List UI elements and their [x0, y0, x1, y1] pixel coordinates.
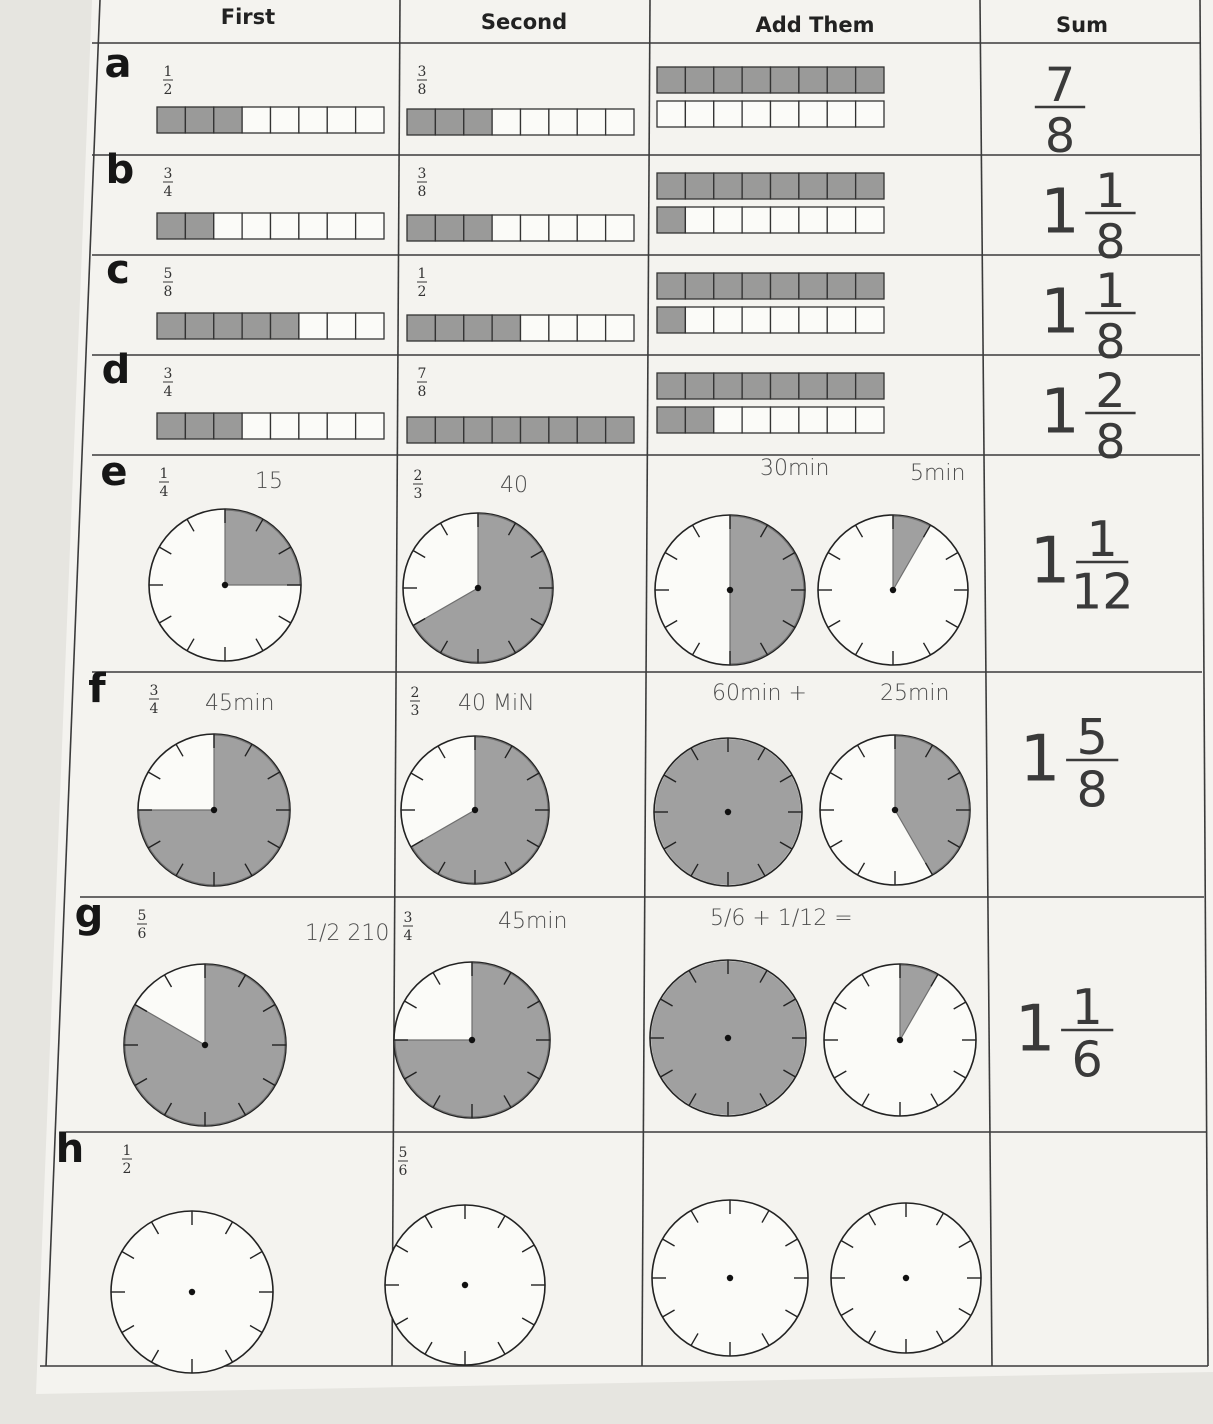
- add-bottom-bar: [657, 101, 884, 127]
- bar-cell: [549, 315, 577, 341]
- bar-cell: [606, 417, 634, 443]
- bar-cell: [685, 307, 713, 333]
- sum-denominator: 6: [1071, 1030, 1103, 1089]
- bar-cell: [157, 107, 185, 133]
- bar-cell: [657, 407, 685, 433]
- handwritten-note: 45min: [205, 691, 275, 716]
- row-letter: a: [104, 41, 132, 87]
- fraction-numerator: 1: [417, 266, 427, 282]
- bar-cell: [606, 215, 634, 241]
- bar-cell: [799, 101, 827, 127]
- bar-cell: [714, 173, 742, 199]
- bar-cell: [299, 107, 327, 133]
- add-top-bar: [657, 373, 884, 399]
- bar-cell: [242, 107, 270, 133]
- fraction-denominator: 8: [163, 284, 173, 300]
- bar-cell: [214, 413, 242, 439]
- fraction-denominator: 2: [163, 82, 173, 98]
- sum-numerator: 1: [1095, 164, 1126, 219]
- add-left-clock: [654, 738, 802, 886]
- sum-denominator: 12: [1070, 562, 1134, 621]
- fraction-denominator: 8: [417, 184, 427, 200]
- clock-center: [725, 1035, 731, 1041]
- row-letter: f: [88, 666, 106, 712]
- bar-cell: [356, 213, 384, 239]
- bar-cell: [577, 417, 605, 443]
- handwritten-note: 5/6 + 1/12 =: [710, 906, 853, 931]
- bar-cell: [771, 173, 799, 199]
- bar-cell: [742, 67, 770, 93]
- bar-cell: [742, 407, 770, 433]
- handwritten-note: 60min +: [712, 681, 807, 706]
- bar-cell: [464, 417, 492, 443]
- bar-cell: [299, 313, 327, 339]
- fraction-numerator: 5: [398, 1145, 408, 1161]
- bar-cell: [299, 213, 327, 239]
- bar-cell: [549, 417, 577, 443]
- bar-cell: [856, 373, 884, 399]
- bar-cell: [157, 413, 185, 439]
- clock-center: [903, 1275, 909, 1281]
- fraction-denominator: 8: [417, 384, 427, 400]
- add-right-clock: [824, 964, 976, 1116]
- bar-cell: [435, 417, 463, 443]
- fraction-numerator: 2: [410, 685, 420, 701]
- bar-cell: [242, 313, 270, 339]
- clock-center: [222, 582, 228, 588]
- bar-cell: [356, 313, 384, 339]
- bar-cell: [327, 313, 355, 339]
- sum-denominator: 8: [1044, 108, 1076, 164]
- fraction-denominator: 4: [149, 701, 159, 717]
- header-add-them: Add Them: [755, 13, 875, 37]
- fraction-numerator: 1: [122, 1143, 132, 1159]
- first-clock: [138, 734, 290, 886]
- header-sum: Sum: [1056, 13, 1108, 37]
- handwritten-note: 40: [500, 473, 528, 498]
- header-second: Second: [480, 10, 568, 34]
- bar-cell: [521, 417, 549, 443]
- bar-cell: [157, 213, 185, 239]
- bar-cell: [827, 373, 855, 399]
- row-letter: g: [74, 891, 104, 937]
- clock-center: [472, 807, 478, 813]
- bar-cell: [242, 213, 270, 239]
- bar-cell: [407, 315, 435, 341]
- sum-whole: 1: [1019, 722, 1061, 797]
- first-clock: [111, 1211, 273, 1373]
- bar-cell: [771, 307, 799, 333]
- bar-cell: [464, 315, 492, 341]
- fraction-numerator: 7: [417, 366, 427, 382]
- bar-cell: [856, 307, 884, 333]
- bar-cell: [492, 315, 520, 341]
- bar-cell: [657, 101, 685, 127]
- add-bottom-bar: [657, 407, 884, 433]
- bar-cell: [327, 213, 355, 239]
- bar-cell: [435, 315, 463, 341]
- bar-cell: [657, 307, 685, 333]
- add-left-clock: [655, 515, 805, 665]
- bar-cell: [327, 107, 355, 133]
- fraction-denominator: 2: [417, 284, 427, 300]
- row-letter: e: [100, 449, 128, 495]
- sum-numerator: 2: [1095, 364, 1126, 419]
- bar-cell: [856, 67, 884, 93]
- bar-cell: [492, 417, 520, 443]
- second-clock: [403, 513, 553, 663]
- add-right-clock: [820, 735, 970, 885]
- fraction-numerator: 3: [163, 366, 173, 382]
- fraction-denominator: 4: [163, 184, 173, 200]
- add-top-bar: [657, 173, 884, 199]
- sum-whole: 1: [1029, 524, 1071, 599]
- fraction-numerator: 3: [403, 910, 413, 926]
- bar-cell: [742, 173, 770, 199]
- bar-cell: [549, 215, 577, 241]
- bar-cell: [771, 101, 799, 127]
- sum-denominator: 8: [1095, 314, 1126, 370]
- bar-cell: [827, 407, 855, 433]
- first-clock: [124, 964, 286, 1126]
- first-fraction-bar: [157, 313, 384, 339]
- sum-denominator: 8: [1076, 760, 1108, 819]
- sum-numerator: 1: [1086, 510, 1118, 568]
- clock-center: [475, 585, 481, 591]
- bar-cell: [714, 207, 742, 233]
- sum-numerator: 1: [1095, 264, 1126, 319]
- sum-whole: 1: [1040, 175, 1080, 248]
- bar-cell: [771, 273, 799, 299]
- bar-cell: [742, 101, 770, 127]
- bar-cell: [827, 207, 855, 233]
- bar-cell: [407, 109, 435, 135]
- bar-cell: [356, 413, 384, 439]
- sum-whole: 1: [1040, 375, 1080, 448]
- clock-center: [892, 807, 898, 813]
- fraction-numerator: 3: [417, 64, 427, 80]
- fraction-numerator: 3: [163, 166, 173, 182]
- bar-cell: [714, 101, 742, 127]
- second-clock: [401, 736, 549, 884]
- clock-center: [727, 587, 733, 593]
- first-fraction-bar: [157, 213, 384, 239]
- row-letter: b: [105, 147, 135, 193]
- clock-center: [725, 809, 731, 815]
- fraction-numerator: 2: [413, 468, 423, 484]
- clock-center: [211, 807, 217, 813]
- bar-cell: [185, 313, 213, 339]
- bar-cell: [771, 373, 799, 399]
- bar-cell: [185, 413, 213, 439]
- fraction-numerator: 3: [417, 166, 427, 182]
- fraction-denominator: 3: [410, 703, 420, 719]
- handwritten-note: 5min: [910, 461, 966, 486]
- bar-cell: [827, 273, 855, 299]
- bar-cell: [685, 207, 713, 233]
- bar-cell: [685, 273, 713, 299]
- sum-whole: 1: [1014, 992, 1056, 1067]
- first-fraction-bar: [157, 107, 384, 133]
- bar-cell: [685, 67, 713, 93]
- first-clock: [149, 509, 301, 661]
- bar-cell: [685, 101, 713, 127]
- bar-cell: [606, 109, 634, 135]
- add-bottom-bar: [657, 207, 884, 233]
- second-fraction-bar: [407, 109, 634, 135]
- bar-cell: [464, 215, 492, 241]
- sum-numerator: 1: [1071, 978, 1103, 1036]
- bar-cell: [577, 315, 605, 341]
- bar-cell: [271, 213, 299, 239]
- bar-cell: [577, 109, 605, 135]
- bar-cell: [799, 207, 827, 233]
- second-clock: [394, 962, 550, 1118]
- add-top-bar: [657, 273, 884, 299]
- bar-cell: [714, 273, 742, 299]
- handwritten-note: 1/2 210: [305, 921, 390, 946]
- bar-cell: [771, 67, 799, 93]
- bar-cell: [685, 407, 713, 433]
- add-left-clock: [652, 1200, 808, 1356]
- bar-cell: [827, 67, 855, 93]
- bar-cell: [742, 207, 770, 233]
- bar-cell: [464, 109, 492, 135]
- add-top-bar: [657, 67, 884, 93]
- bar-cell: [856, 407, 884, 433]
- bar-cell: [827, 307, 855, 333]
- fraction-denominator: 6: [398, 1163, 408, 1179]
- bar-cell: [827, 101, 855, 127]
- second-fraction-bar: [407, 315, 634, 341]
- bar-cell: [606, 315, 634, 341]
- bar-cell: [157, 313, 185, 339]
- bar-cell: [657, 173, 685, 199]
- fraction-denominator: 3: [413, 486, 423, 502]
- add-right-clock: [818, 515, 968, 665]
- clock-center: [202, 1042, 208, 1048]
- handwritten-note: 40 MiN: [458, 691, 535, 716]
- bar-cell: [214, 213, 242, 239]
- bar-cell: [356, 107, 384, 133]
- bar-cell: [435, 215, 463, 241]
- bar-cell: [657, 67, 685, 93]
- sum-numerator: 5: [1076, 708, 1108, 766]
- clock-center: [462, 1282, 468, 1288]
- bar-cell: [407, 215, 435, 241]
- bar-cell: [856, 101, 884, 127]
- bar-cell: [799, 407, 827, 433]
- fraction-denominator: 4: [403, 928, 413, 944]
- bar-cell: [407, 417, 435, 443]
- bar-cell: [799, 173, 827, 199]
- second-fraction-bar: [407, 417, 634, 443]
- clock-center: [897, 1037, 903, 1043]
- bar-cell: [799, 307, 827, 333]
- bar-cell: [271, 313, 299, 339]
- row-letter: h: [55, 1126, 85, 1172]
- fraction-denominator: 4: [163, 384, 173, 400]
- sum-whole: 1: [1040, 275, 1080, 348]
- handwritten-note: 30min: [760, 456, 830, 481]
- bar-cell: [742, 307, 770, 333]
- bar-cell: [435, 109, 463, 135]
- add-bottom-bar: [657, 307, 884, 333]
- bar-cell: [799, 373, 827, 399]
- bar-cell: [714, 307, 742, 333]
- bar-cell: [549, 109, 577, 135]
- row-letter: c: [106, 247, 130, 293]
- bar-cell: [799, 273, 827, 299]
- bar-cell: [742, 373, 770, 399]
- bar-cell: [299, 413, 327, 439]
- sum-numerator: 7: [1044, 58, 1076, 113]
- handwritten-note: 15: [255, 469, 283, 494]
- bar-cell: [185, 213, 213, 239]
- bar-cell: [242, 413, 270, 439]
- header-first: First: [220, 5, 276, 29]
- bar-cell: [214, 313, 242, 339]
- add-left-clock: [650, 960, 806, 1116]
- bar-cell: [856, 273, 884, 299]
- fraction-denominator: 6: [137, 926, 147, 942]
- bar-cell: [492, 109, 520, 135]
- row-letter: d: [101, 347, 131, 393]
- bar-cell: [521, 315, 549, 341]
- clock-center: [189, 1289, 195, 1295]
- bar-cell: [521, 215, 549, 241]
- bar-cell: [657, 373, 685, 399]
- fraction-denominator: 8: [417, 82, 427, 98]
- sum-denominator: 8: [1095, 414, 1126, 470]
- bar-cell: [714, 373, 742, 399]
- bar-cell: [327, 413, 355, 439]
- bar-cell: [771, 407, 799, 433]
- handwritten-note: 45min: [498, 909, 568, 934]
- fraction-numerator: 1: [163, 64, 173, 80]
- bar-cell: [271, 413, 299, 439]
- bar-cell: [771, 207, 799, 233]
- clock-center: [727, 1275, 733, 1281]
- bar-cell: [827, 173, 855, 199]
- bar-cell: [714, 67, 742, 93]
- bar-cell: [742, 273, 770, 299]
- clock-center: [890, 587, 896, 593]
- bar-cell: [856, 173, 884, 199]
- bar-cell: [185, 107, 213, 133]
- bar-cell: [657, 207, 685, 233]
- bar-cell: [799, 67, 827, 93]
- bar-cell: [521, 109, 549, 135]
- bar-cell: [714, 407, 742, 433]
- fraction-denominator: 2: [122, 1161, 132, 1177]
- fraction-numerator: 1: [159, 466, 169, 482]
- clock-center: [469, 1037, 475, 1043]
- fraction-denominator: 4: [159, 484, 169, 500]
- bar-cell: [685, 373, 713, 399]
- bar-cell: [657, 273, 685, 299]
- first-fraction-bar: [157, 413, 384, 439]
- fraction-numerator: 5: [137, 908, 147, 924]
- second-fraction-bar: [407, 215, 634, 241]
- bar-cell: [577, 215, 605, 241]
- second-clock: [385, 1205, 545, 1365]
- bar-cell: [685, 173, 713, 199]
- bar-cell: [214, 107, 242, 133]
- add-right-clock: [831, 1203, 981, 1353]
- sum-denominator: 8: [1095, 214, 1126, 270]
- fraction-numerator: 5: [163, 266, 173, 282]
- fraction-numerator: 3: [149, 683, 159, 699]
- handwritten-note: 25min: [880, 681, 950, 706]
- bar-cell: [492, 215, 520, 241]
- bar-cell: [271, 107, 299, 133]
- bar-cell: [856, 207, 884, 233]
